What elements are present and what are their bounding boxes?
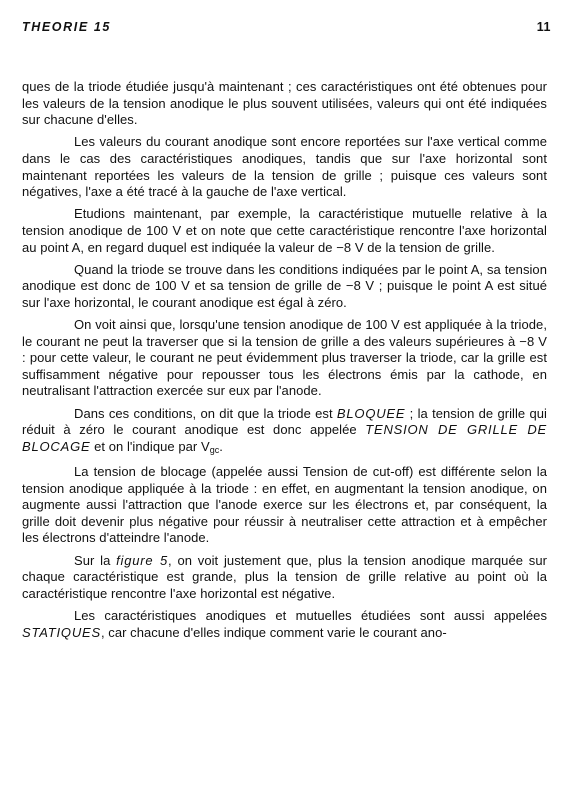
page-number: 11 xyxy=(536,20,551,34)
paragraph-8-text-a: Sur la xyxy=(74,552,117,568)
paragraph-1: ques de la triode étudiée jusqu'à maintenant ; ces caractéristiques ont été obtenues pour les valeurs de la tension anodique le plus souvent utilisées, valeurs qui ont été indiquées sur chacune d'elles. xyxy=(22,79,547,128)
paragraph-4: Quand la triode se trouve dans les conditions indiquées par le point A, sa tension anodique est donc de 100 V et sa tension de grille de −8 V ; puisque le point A est situé sur l'axe horizontal, le courant anodique est égal à zéro. xyxy=(22,261,547,310)
paragraph-3: Etudions maintenant, par exemple, la caractéristique mutuelle relative à la tension anodique de 100 V et on note que cette caractéristique rencontre l'axe horizontal au point A, en regard duquel est indiquée la valeur de −8 V de la tension de grille. xyxy=(22,206,547,255)
paragraph-6-text-a: Dans ces conditions, on dit que la triode est xyxy=(74,405,337,421)
body-text xyxy=(22,79,547,647)
term-tension-de-grille-de-blocage: TENSION DE GRILLE DE BLOCAGE xyxy=(22,422,547,454)
paragraph-8 xyxy=(22,553,547,603)
paragraph-8-text-b: , on voit justement que, plus la tension anodique marquée sur chaque caractéristique est grande, plus la tension de grille relative au point où la caractéristique rencontre l'axe horizontal est négative. xyxy=(22,552,547,601)
paragraph-9-text-b: , car chacune d'elles indique comment varie le courant ano- xyxy=(100,624,447,640)
term-bloquee: BLOQUEE xyxy=(336,405,406,421)
paragraph-6 xyxy=(22,406,547,459)
paragraph-2: Les valeurs du courant anodique sont encore reportées sur l'axe vertical comme dans le cas des caractéristiques anodiques, tandis que sur l'axe horizontal sont maintenant reportées les valeurs de la tension de grille ; puisque ces valeurs sont négatives, l'axe a été tracé à la gauche de l'axe vertical. xyxy=(22,134,547,200)
paragraph-7: La tension de blocage (appelée aussi Tension de cut-off) est différente selon la tension anodique appliquée à la triode : en effet, en augmentant la tension anodique, on augmente aussi l'attraction que l'anode exerce sur les électrons et, par conséquent, la grille doit devenir plus négative pour réussir à neutraliser cette attraction et à empêcher les électrons d'atteindre l'anode. xyxy=(22,464,547,546)
paragraph-6-text-d: . xyxy=(219,438,223,454)
paragraph-9-text-a: Les caractéristiques anodiques et mutuelles étudiées sont aussi appelées xyxy=(74,607,547,623)
paragraph-5: On voit ainsi que, lorsqu'une tension anodique de 100 V est appliquée à la triode, le courant ne peut la traverser que si la tension de grille a des valeurs supérieures à −8 V : pour cette valeur, le courant ne peut évidemment plus traverser la triode, car la grille est suffisamment négative pour repousser tous les électrons émis par la cathode, en neutralisant l'attraction exercée sur eux par l'anode. xyxy=(22,317,547,399)
term-statiques: STATIQUES xyxy=(22,624,101,640)
paragraph-6-text-c: et on l'indique par V xyxy=(90,438,210,454)
page-header xyxy=(22,20,551,40)
running-head: THEORIE 15 xyxy=(22,20,111,34)
figure-reference: figure 5 xyxy=(116,552,169,568)
subscript-gc: gc xyxy=(209,444,220,455)
paragraph-6-text-b: ; la tension de grille qui réduit à zéro le courant anodique est donc appelée xyxy=(22,405,547,438)
paragraph-9 xyxy=(22,608,547,641)
